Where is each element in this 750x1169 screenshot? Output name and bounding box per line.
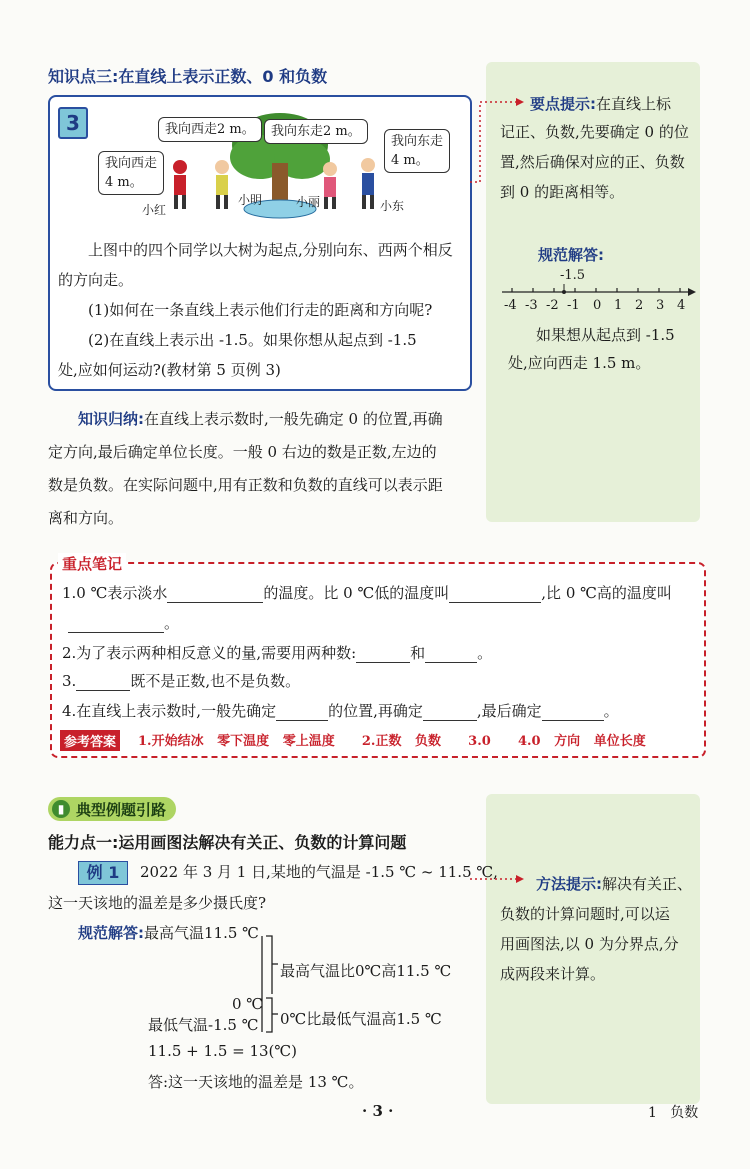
method-line-1: 方法提示:解决有关正、: [536, 875, 693, 893]
answer-label: 规范解答:: [538, 246, 604, 264]
calculation: 11.5 + 1.5 = 13(℃): [148, 1042, 298, 1060]
example-label: 例 1: [78, 861, 128, 885]
connector-line-2: [466, 872, 526, 886]
note-4: 4.在直线上表示数时,一般先确定 的位置,再确定 ,最后确定 。: [62, 702, 619, 720]
marker-label: -1.5: [560, 268, 586, 283]
notes-box: [50, 562, 706, 758]
summary-line-1: 知识归纳:在直线上表示数时,一般先确定 0 的位置,再确: [78, 410, 443, 428]
problem-text-2: 的方向走。: [58, 271, 134, 289]
note-2: 2.为了表示两种相反意义的量,需要用两种数: 和 。: [62, 644, 493, 662]
method-line-3: 用画图法,以 0 为分界点,分: [500, 935, 679, 953]
section-heading: 知识点三:在直线上表示正数、0 和负数: [48, 67, 328, 86]
answer-key-label: 参考答案: [60, 730, 120, 751]
kid-label-4: 小东: [380, 199, 405, 213]
tip-line-3: 置,然后确保对应的正、负数: [500, 153, 685, 171]
speech-bubble-4: 我向东走4 m。: [384, 129, 450, 173]
problem-number: 3: [58, 107, 88, 139]
tip-line-4: 到 0 的距离相等。: [500, 183, 625, 201]
kid-label-3: 小丽: [296, 195, 321, 209]
answer-key: 1.开始结冰 零下温度 零上温度 2.正数 负数 3.0 4.0 方向 单位长度: [138, 734, 646, 749]
tip-label: 要点提示:: [530, 95, 596, 113]
method-line-4: 成两段来计算。: [500, 965, 606, 983]
ability-heading: 能力点一:运用画图法解决有关正、负数的计算问题: [48, 833, 407, 852]
tip-text: 在直线上标: [596, 95, 672, 113]
example-problem-2: 这一天该地的温差是多少摄氏度?: [48, 894, 267, 912]
sidebar-answer-1: 如果想从起点到 -1.5: [536, 326, 675, 344]
question-2a: (2)在直线上表示出 -1.5。如果你想从起点到 -1.5: [88, 331, 417, 349]
speech-bubble-2: 我向东走2 m。: [264, 119, 368, 144]
low-label: 最低气温-1.5 ℃: [148, 1016, 259, 1034]
conclusion: 答:这一天该地的温差是 13 ℃。: [148, 1073, 364, 1091]
section-pill: ▮ 典型例题引路: [48, 797, 176, 821]
summary-line-4: 离和方向。: [48, 509, 124, 527]
high-desc: 最高气温比0℃高11.5 ℃: [280, 962, 452, 980]
speech-bubble-1: 我向西走2 m。: [158, 117, 262, 142]
speech-bubble-3: 我向西走4 m。: [98, 151, 164, 195]
problem-box: [48, 95, 472, 391]
method-line-2: 负数的计算问题时,可以运: [500, 905, 670, 923]
summary-line-3: 数是负数。在实际问题中,用有正数和负数的直线可以表示距: [48, 476, 443, 494]
sidebar-answer-2: 处,应向西走 1.5 m。: [508, 354, 651, 372]
tip-line-1: [530, 89, 671, 119]
method-label: 方法提示:: [536, 875, 602, 893]
bracket-diagram: [256, 934, 280, 1034]
question-1: (1)如何在一条直线上表示他们行走的距离和方向呢?: [88, 301, 433, 319]
summary-label: 知识归纳:: [78, 410, 144, 428]
low-desc: 0℃比最低气温高1.5 ℃: [280, 1010, 442, 1028]
page-number: · 3 ·: [362, 1102, 394, 1120]
example-answer-label: 规范解答:: [78, 924, 144, 942]
kid-label-1: 小红: [142, 203, 167, 217]
kid-label-2: 小明: [238, 193, 263, 207]
problem-text-1: 上图中的四个同学以大树为起点,分别向东、西两个相反: [88, 241, 453, 259]
example-answer-line: 规范解答:最高气温11.5 ℃: [78, 924, 259, 942]
question-2b: 处,应如何运动?(教材第 5 页例 3): [58, 361, 281, 379]
note-1: 1.0 ℃表示淡水 的温度。比 0 ℃低的温度叫 ,比 0 ℃高的温度叫: [62, 584, 672, 602]
note-3: 3. 既不是正数,也不是负数。: [62, 672, 301, 690]
zero-label: 0 ℃: [232, 995, 264, 1013]
summary-line-2: 定方向,最后确定单位长度。一般 0 右边的数是正数,左边的: [48, 443, 437, 461]
note-1-cont: 。: [68, 612, 179, 633]
notes-tag: 重点笔记: [58, 553, 126, 574]
book-icon: ▮: [52, 800, 70, 818]
number-line-ticks: -4 -3 -2 -1 0 1 2 3 4: [504, 298, 686, 313]
tip-line-2: 记正、负数,先要确定 0 的位: [500, 123, 689, 141]
chapter-label: 1 负数: [648, 1105, 699, 1121]
example-problem-1: 2022 年 3 月 1 日,某地的气温是 -1.5 ℃ ~ 11.5 ℃,: [140, 863, 498, 881]
